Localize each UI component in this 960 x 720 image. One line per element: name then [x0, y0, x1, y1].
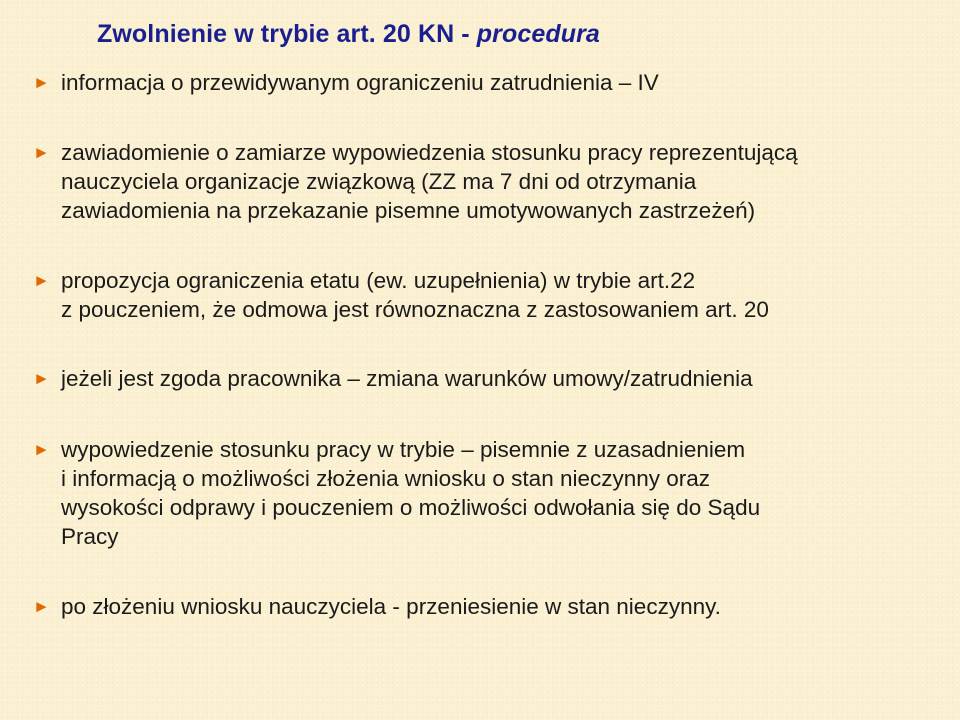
bullet-text-4	[61, 364, 941, 393]
bullet-line: zawiadomienia na przekazanie pisemne umotywowanych zastrzeżeń)	[61, 198, 756, 223]
bullet-line: informacja o przewidywanym ograniczeniu zatrudnienia – IV	[61, 70, 659, 95]
slide-title	[97, 20, 600, 49]
triangle-right-bullet-icon: ►	[33, 271, 50, 290]
bullet-line: i informacją o możliwości złożenia wniosku o stan nieczynny oraz	[61, 466, 711, 491]
triangle-right-bullet-icon: ►	[33, 73, 50, 92]
triangle-right-bullet-icon: ►	[33, 597, 50, 616]
triangle-right-bullet-icon: ►	[33, 143, 50, 162]
bullet-text-5	[61, 435, 941, 551]
bullet-line: wypowiedzenie stosunku pracy w trybie – pisemnie z uzasadnieniem	[61, 437, 746, 462]
bullet-line: jeżeli jest zgoda pracownika – zmiana warunków umowy/zatrudnienia	[61, 366, 753, 391]
bullet-text-2	[61, 138, 941, 225]
bullet-line: z pouczeniem, że odmowa jest równoznaczna z zastosowaniem art. 20	[61, 297, 769, 322]
bullet-line: nauczyciela organizacje związkową (ZZ ma 7 dni od otrzymania	[61, 169, 697, 194]
triangle-right-bullet-icon: ►	[33, 440, 50, 459]
bullet-text-6	[61, 592, 941, 621]
bullet-line: Pracy	[61, 524, 119, 549]
bullet-line: po złożeniu wniosku nauczyciela - przeniesienie w stan nieczynny.	[61, 594, 721, 619]
bullet-text-3	[61, 266, 941, 324]
bullet-line: zawiadomienie o zamiarze wypowiedzenia stosunku pracy reprezentującą	[61, 140, 798, 165]
slide-title-main: Zwolnienie w trybie art. 20 KN -	[97, 20, 477, 48]
slide-title-italic: procedura	[476, 20, 600, 48]
triangle-right-bullet-icon: ►	[33, 369, 50, 388]
bullet-line: wysokości odprawy i pouczeniem o możliwości odwołania się do Sądu	[61, 495, 761, 520]
bullet-line: propozycja ograniczenia etatu (ew. uzupełnienia) w trybie art.22	[61, 268, 696, 293]
bullet-text-1	[61, 68, 941, 97]
